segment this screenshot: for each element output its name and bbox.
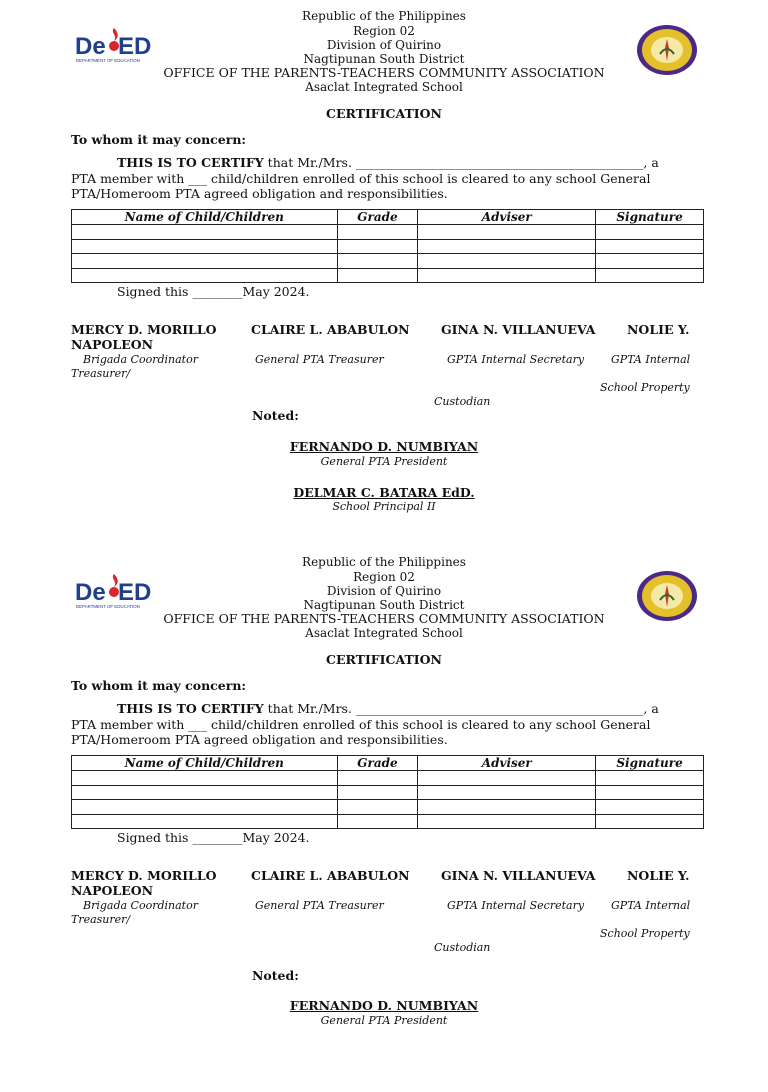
table-cell: [418, 239, 596, 254]
table-cell: [596, 239, 704, 254]
certify-rest: that Mr./Mrs. ______________________________________________, a: [263, 701, 659, 716]
table-cell: [418, 800, 596, 815]
children-table: [71, 755, 704, 829]
noted-label: Noted:: [252, 408, 299, 423]
table-cell: [418, 814, 596, 829]
table-cell: [596, 785, 704, 800]
certify-line-3: PTA/Homeroom PTA agreed obligation and responsibilities.: [71, 732, 448, 747]
table-row: [72, 268, 704, 283]
signatory-4-role-cont-3: Custodian: [434, 941, 491, 954]
table-cell: [337, 785, 418, 800]
header-line-1: Republic of the Philippines: [302, 9, 466, 23]
office-title: OFFICE OF THE PARENTS-TEACHERS COMMUNITY ASSOCIATION: [163, 611, 605, 626]
president-name: FERNANDO D. NUMBIYAN: [289, 439, 479, 454]
salutation: To whom it may concern:: [71, 678, 247, 693]
signatory-4-name-cont: NAPOLEON: [71, 337, 154, 352]
signed-this: Signed this ________May 2024.: [117, 284, 310, 299]
principal-role: School Principal II: [332, 500, 436, 513]
svg-text:DEPARTMENT OF EDUCATION: DEPARTMENT OF EDUCATION: [76, 58, 140, 63]
header-line-3: Division of Quirino: [326, 38, 442, 52]
svg-text:ED: ED: [118, 33, 152, 60]
signatory-4-role: GPTA Internal: [611, 899, 691, 912]
children-table: [71, 209, 704, 283]
certify-line-2: PTA member with ___ child/children enrolled of this school is cleared to any school General: [71, 171, 651, 186]
table-cell: [72, 785, 338, 800]
signatory-4-name: NOLIE Y.: [627, 868, 690, 883]
col-name: Name of Child/Children: [72, 210, 338, 225]
table-row: [72, 225, 704, 240]
table-cell: [596, 225, 704, 240]
principal-name: DELMAR C. BATARA EdD.: [293, 485, 475, 500]
school-name: Asaclat Integrated School: [305, 80, 463, 94]
header-line-4: Nagtipunan South District: [303, 52, 465, 66]
col-signature: Signature: [596, 210, 704, 225]
signatory-2-role: General PTA Treasurer: [255, 899, 384, 912]
table-cell: [337, 225, 418, 240]
table-row: [72, 254, 704, 269]
table-cell: [418, 254, 596, 269]
table-row: [72, 771, 704, 786]
col-name: Name of Child/Children: [72, 756, 338, 771]
table-cell: [418, 225, 596, 240]
table-cell: [337, 239, 418, 254]
certify-line-2: PTA member with ___ child/children enrolled of this school is cleared to any school General: [71, 717, 651, 732]
col-grade: Grade: [337, 756, 418, 771]
signatory-1-name: MERCY D. MORILLO: [71, 322, 217, 337]
table-cell: [72, 771, 338, 786]
salutation: To whom it may concern:: [71, 132, 247, 147]
signatory-2-role: General PTA Treasurer: [255, 353, 384, 366]
certification-title: CERTIFICATION: [326, 106, 442, 121]
signatory-4-role-cont: Treasurer/: [71, 913, 131, 926]
president-role: General PTA President: [320, 455, 448, 468]
table-cell: [72, 239, 338, 254]
certify-line-1: [117, 701, 659, 716]
col-adviser: Adviser: [418, 210, 596, 225]
signatory-4-role-cont: Treasurer/: [71, 367, 131, 380]
certify-line-3: PTA/Homeroom PTA agreed obligation and responsibilities.: [71, 186, 448, 201]
table-cell: [596, 814, 704, 829]
header-line-1: Republic of the Philippines: [302, 555, 466, 569]
col-adviser: Adviser: [418, 756, 596, 771]
signatory-4-role: GPTA Internal: [611, 353, 691, 366]
signatory-4-role-cont-2: School Property: [600, 927, 690, 940]
table-cell: [596, 268, 704, 283]
signed-this: Signed this ________May 2024.: [117, 830, 310, 845]
table-cell: [596, 254, 704, 269]
signatory-4-name-cont: NAPOLEON: [71, 883, 154, 898]
certification-title: CERTIFICATION: [326, 652, 442, 667]
signatory-3-name: GINA N. VILLANUEVA: [441, 868, 596, 883]
signatory-1-role: Brigada Coordinator: [83, 899, 198, 912]
certify-bold: THIS IS TO CERTIFY: [117, 701, 264, 716]
noted-label: Noted:: [252, 968, 299, 983]
header-line-3: Division of Quirino: [326, 584, 442, 598]
signatory-2-name: CLAIRE L. ABABULON: [251, 868, 410, 883]
signatory-4-name: NOLIE Y.: [627, 322, 690, 337]
table-cell: [72, 814, 338, 829]
svg-text:ED: ED: [118, 579, 152, 606]
table-row: [72, 239, 704, 254]
svg-text:DEPARTMENT OF EDUCATION: DEPARTMENT OF EDUCATION: [76, 604, 140, 609]
svg-text:De: De: [75, 579, 106, 606]
header-line-2: Region 02: [353, 23, 415, 38]
table-cell: [72, 268, 338, 283]
table-cell: [337, 814, 418, 829]
signatory-3-role: GPTA Internal Secretary: [447, 353, 585, 366]
table-cell: [418, 268, 596, 283]
signatory-3-role: GPTA Internal Secretary: [447, 899, 585, 912]
certify-line-1: [117, 155, 659, 170]
signatory-4-role-cont-2: School Property: [600, 381, 690, 394]
signatory-3-name: GINA N. VILLANUEVA: [441, 322, 596, 337]
svg-text:De: De: [75, 33, 106, 60]
table-cell: [337, 268, 418, 283]
col-signature: Signature: [596, 756, 704, 771]
table-cell: [596, 771, 704, 786]
table-cell: [72, 800, 338, 815]
table-cell: [337, 254, 418, 269]
signatory-1-role: Brigada Coordinator: [83, 353, 198, 366]
table-cell: [72, 225, 338, 240]
table-cell: [418, 771, 596, 786]
school-name: Asaclat Integrated School: [305, 626, 463, 640]
table-row: [72, 814, 704, 829]
certify-bold: THIS IS TO CERTIFY: [117, 155, 264, 170]
table-row: [72, 785, 704, 800]
table-row: [72, 800, 704, 815]
header-line-2: Region 02: [353, 569, 415, 584]
certificate-2: [0, 546, 768, 1092]
table-cell: [337, 771, 418, 786]
table-cell: [596, 800, 704, 815]
signatory-2-name: CLAIRE L. ABABULON: [251, 322, 410, 337]
table-cell: [418, 785, 596, 800]
certify-rest: that Mr./Mrs. ______________________________________________, a: [263, 155, 659, 170]
signatory-1-name: MERCY D. MORILLO: [71, 868, 217, 883]
signatory-4-role-cont-3: Custodian: [434, 395, 491, 408]
president-name: FERNANDO D. NUMBIYAN: [289, 998, 479, 1013]
header-line-4: Nagtipunan South District: [303, 598, 465, 612]
office-title: OFFICE OF THE PARENTS-TEACHERS COMMUNITY ASSOCIATION: [163, 65, 605, 80]
president-role: General PTA President: [320, 1014, 448, 1027]
table-cell: [337, 800, 418, 815]
table-cell: [72, 254, 338, 269]
col-grade: Grade: [337, 210, 418, 225]
